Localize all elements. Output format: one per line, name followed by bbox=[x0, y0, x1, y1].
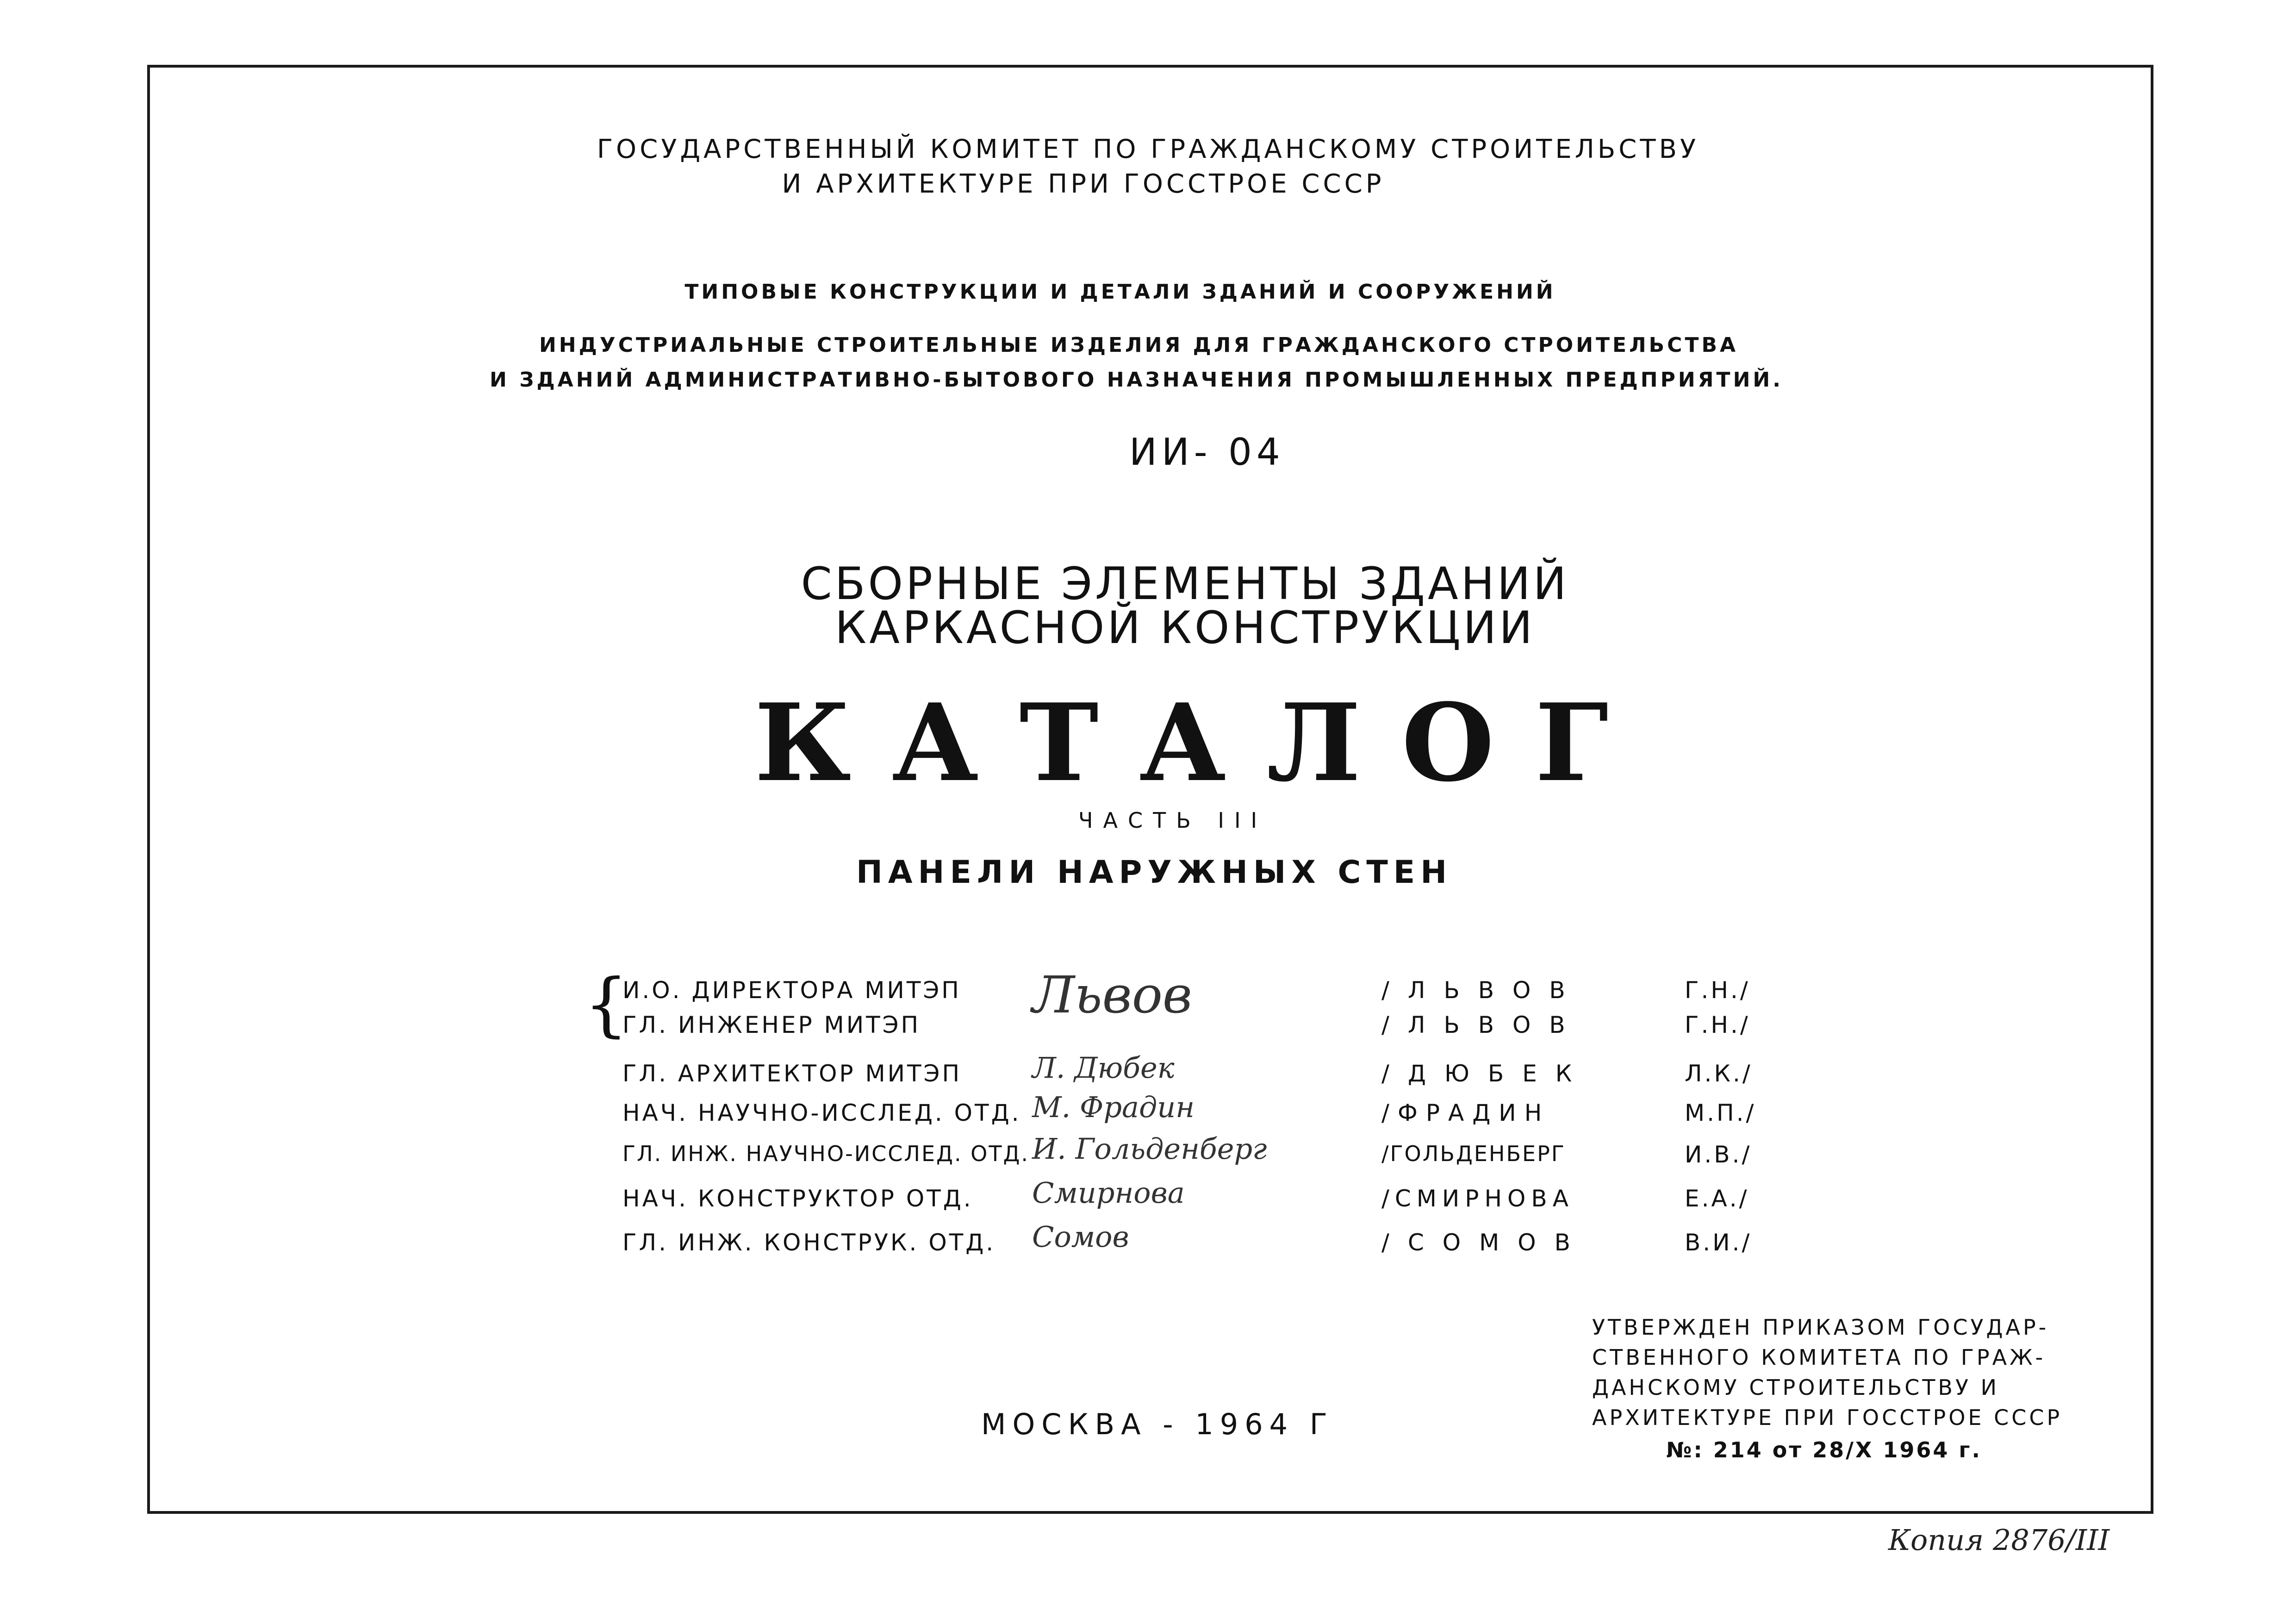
subtitle-line-2: КАРКАСНОЙ КОНСТРУКЦИИ bbox=[835, 602, 1535, 654]
grouping-brace: { bbox=[584, 964, 628, 1045]
signatory-name: /СОМОВ bbox=[1381, 1229, 1589, 1256]
signatory-name: /ФРАДИН bbox=[1381, 1099, 1550, 1126]
signatory-name: /ЛЬВОВ bbox=[1381, 977, 1584, 1004]
signatory-role: ГЛ. ИНЖ. НАУЧНО-ИССЛЕД. ОТД. bbox=[622, 1141, 1030, 1166]
handwritten-signature: М. Фрадин bbox=[1032, 1090, 1195, 1124]
catalog-title: КАТАЛОГ bbox=[754, 681, 1649, 806]
signatory-role: НАЧ. НАУЧНО-ИССЛЕД. ОТД. bbox=[622, 1099, 1021, 1126]
approval-line-1: УТВЕРЖДЕН ПРИКАЗОМ ГОСУДАР- bbox=[1592, 1315, 2049, 1340]
org-line-1: ГОСУДАРСТВЕННЫЙ КОМИТЕТ ПО ГРАЖДАНСКОМУ СТРОИТЕЛЬСТВУ bbox=[597, 134, 1699, 164]
series-line-1: ИНДУСТРИАЛЬНЫЕ СТРОИТЕЛЬНЫЕ ИЗДЕЛИЯ ДЛЯ ГРАЖДАНСКОГО СТРОИТЕЛЬСТВА bbox=[539, 333, 1739, 357]
signatory-initials: М.П./ bbox=[1685, 1099, 1756, 1126]
signatory-role: ГЛ. ИНЖ. КОНСТРУК. ОТД. bbox=[622, 1229, 996, 1256]
approval-line-3: ДАНСКОМУ СТРОИТЕЛЬСТВУ И bbox=[1592, 1375, 2000, 1400]
signatory-role: ГЛ. АРХИТЕКТОР МИТЭП bbox=[622, 1060, 962, 1087]
approval-line-4: АРХИТЕКТУРЕ ПРИ ГОССТРОЕ СССР bbox=[1592, 1405, 2063, 1430]
signatory-initials: В.И./ bbox=[1685, 1229, 1752, 1256]
signatory-initials: И.В./ bbox=[1685, 1141, 1752, 1168]
handwritten-signature: Сомов bbox=[1032, 1220, 1129, 1254]
handwritten-signature: Львов bbox=[1032, 965, 1192, 1024]
approval-order-number: №: 214 от 28/X 1964 г. bbox=[1666, 1437, 1982, 1462]
signatory-name: /ГОЛЬДЕНБЕРГ bbox=[1381, 1141, 1566, 1166]
document-code: ИИ- 04 bbox=[1129, 431, 1285, 474]
signatory-initials: Л.К./ bbox=[1685, 1060, 1753, 1087]
signatory-initials: Г.Н./ bbox=[1685, 1012, 1750, 1038]
city-year: МОСКВА - 1964 Г bbox=[981, 1407, 1334, 1441]
subtitle-line-1: СБОРНЫЕ ЭЛЕМЕНТЫ ЗДАНИЙ bbox=[801, 558, 1569, 610]
inventory-number: Копия 2876/III bbox=[1888, 1523, 2110, 1557]
part-title: ПАНЕЛИ НАРУЖНЫХ СТЕН bbox=[856, 854, 1453, 891]
org-line-2: И АРХИТЕКТУРЕ ПРИ ГОССТРОЕ СССР bbox=[782, 169, 1385, 199]
signatory-name: /СМИРНОВА bbox=[1381, 1185, 1574, 1212]
signatory-role: НАЧ. КОНСТРУКТОР ОТД. bbox=[622, 1185, 973, 1212]
signatory-name: /ЛЬВОВ bbox=[1381, 1012, 1584, 1038]
signatory-name: /ДЮБЕК bbox=[1381, 1060, 1591, 1087]
handwritten-signature: Л. Дюбек bbox=[1032, 1051, 1175, 1085]
approval-line-2: СТВЕННОГО КОМИТЕТА ПО ГРАЖ- bbox=[1592, 1345, 2046, 1370]
signatory-initials: Е.А./ bbox=[1685, 1185, 1749, 1212]
series-line-2: И ЗДАНИЙ АДМИНИСТРАТИВНО-БЫТОВОГО НАЗНАЧЕНИЯ ПРОМЫШЛЕННЫХ ПРЕДПРИЯТИЙ. bbox=[490, 368, 1783, 392]
handwritten-signature: И. Гольденберг bbox=[1032, 1132, 1267, 1166]
series-title: ТИПОВЫЕ КОНСТРУКЦИИ И ДЕТАЛИ ЗДАНИЙ И СООРУЖЕНИЙ bbox=[684, 280, 1556, 304]
handwritten-signature: Смирнова bbox=[1032, 1176, 1185, 1210]
signatory-initials: Г.Н./ bbox=[1685, 977, 1750, 1004]
signatory-role: И.О. ДИРЕКТОРА МИТЭП bbox=[622, 977, 961, 1004]
part-number: ЧАСТЬ III bbox=[1078, 808, 1268, 833]
signatory-role: ГЛ. ИНЖЕНЕР МИТЭП bbox=[622, 1012, 921, 1038]
